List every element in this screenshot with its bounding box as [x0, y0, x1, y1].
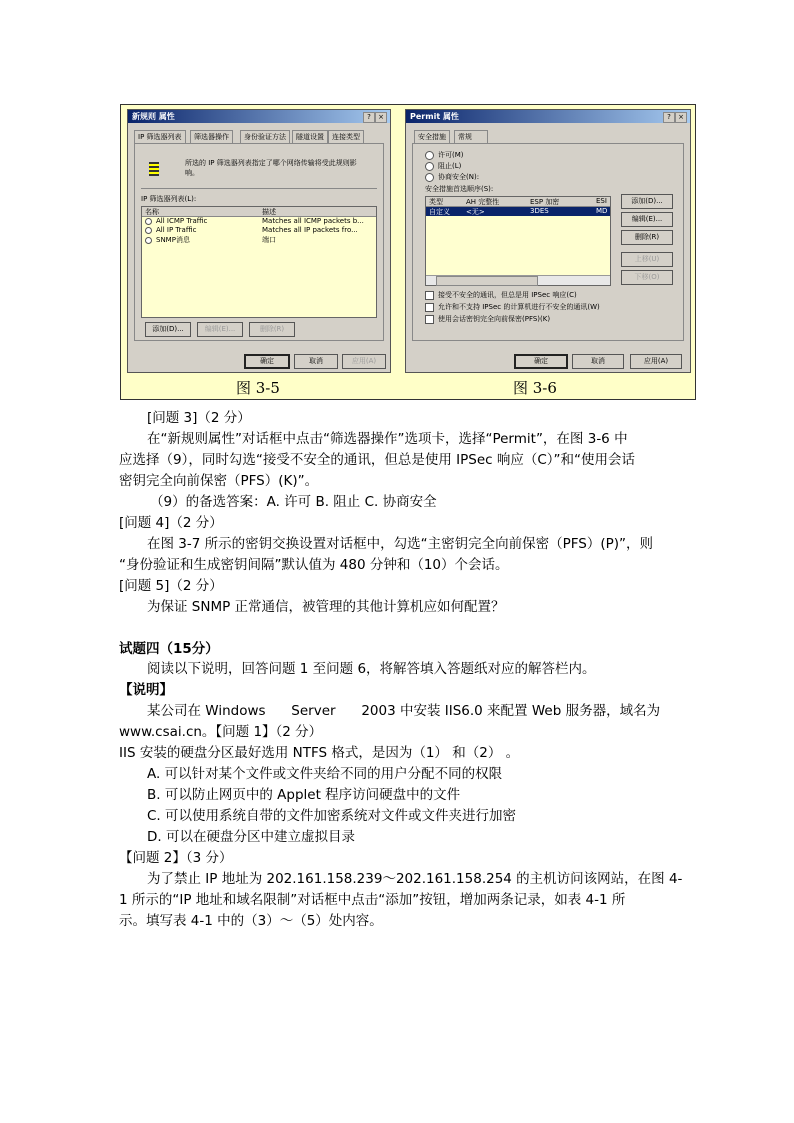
- add-button[interactable]: 添加(D)...: [145, 322, 191, 337]
- radio-icon: [145, 237, 152, 244]
- radio-negotiate[interactable]: [425, 172, 479, 182]
- tab-filter-action[interactable]: 筛选器操作: [190, 130, 233, 143]
- tab-connection-type[interactable]: 连接类型: [328, 130, 364, 143]
- item-type: 自定义: [429, 208, 450, 216]
- new-rule-properties-dialog: [127, 109, 391, 373]
- allow-unsecured-checkbox[interactable]: [425, 302, 600, 312]
- tab-tunnel-settings[interactable]: 隧道设置: [292, 130, 328, 143]
- item-ah: <无>: [466, 208, 485, 216]
- paragraph-line: 示。填写表 4-1 中的（3）～（5）处内容。: [119, 913, 383, 929]
- question-2-heading: 【问题 2】（3 分）: [119, 850, 233, 866]
- cancel-button[interactable]: 取消: [294, 354, 338, 369]
- paragraph-line: “身份验证和生成密钥间隔”默认值为 480 分钟和（10）个会话。: [119, 557, 509, 573]
- list-item[interactable]: [142, 226, 376, 235]
- filter-list-icon: [149, 162, 159, 176]
- paragraph-line: 在“新规则属性”对话框中点击“筛选器操作”选项卡，选择“Permit”，在图 3-6 中: [147, 431, 628, 447]
- scrollbar-thumb[interactable]: [436, 276, 538, 286]
- dialog-title: 新规则 属性: [128, 110, 390, 123]
- item-desc: Matches all ICMP packets b...: [262, 217, 364, 225]
- paragraph-line: 阅读以下说明，回答问题 1 至问题 6，将解答填入答题纸对应的解答栏内。: [147, 661, 596, 677]
- paragraph-line: www.csai.cn。【问题 1】（2 分）: [119, 724, 323, 740]
- accept-unsecured-checkbox[interactable]: [425, 290, 577, 300]
- item-esp: 3DES: [530, 207, 549, 215]
- checkbox-icon: [425, 303, 434, 312]
- radio-icon: [425, 151, 434, 160]
- move-down-button[interactable]: 下移(O): [621, 270, 673, 285]
- checkbox-label: 允许和不支持 IPSec 的计算机进行不安全的通讯(W): [438, 303, 600, 311]
- question-5-heading: [问题 5]（2 分）: [119, 578, 223, 594]
- tab-general[interactable]: 常规: [454, 130, 488, 143]
- close-icon[interactable]: ×: [375, 112, 387, 123]
- radio-icon: [145, 227, 152, 234]
- paragraph-line: IIS 安装的硬盘分区最好选用 NTFS 格式，是因为（1） 和（2） 。: [119, 745, 520, 761]
- radio-icon: [425, 162, 434, 171]
- edit-button[interactable]: 编辑(E)...: [197, 322, 243, 337]
- item-name: SNMP消息: [156, 236, 190, 244]
- paragraph-line: 应选择（9），同时勾选“接受不安全的通讯，但总是使用 IPSec 响应（C）”和“使用会话: [119, 452, 635, 468]
- tab-panel: [412, 143, 684, 341]
- answer-options: （9）的备选答案：A. 许可 B. 阻止 C. 协商安全: [150, 494, 437, 510]
- dialog-title: Permit 属性: [406, 110, 690, 123]
- tab-auth-methods[interactable]: 身份验证方法: [240, 130, 290, 143]
- remove-button[interactable]: 删除(R): [249, 322, 295, 337]
- description-heading: 【说明】: [119, 682, 173, 698]
- paragraph-line: 1 所示的“IP 地址和域名限制”对话框中点击“添加”按钮，增加两条记录，如表 4-1 所: [119, 892, 626, 908]
- ok-button[interactable]: 确定: [514, 354, 568, 369]
- column-header-esi: ESI: [596, 197, 607, 205]
- item-desc: 端口: [262, 236, 276, 244]
- list-item-selected[interactable]: [426, 207, 610, 216]
- column-header-description: 描述: [262, 208, 276, 216]
- radio-label: 协商安全(N):: [438, 173, 480, 181]
- tab-panel: [134, 143, 384, 341]
- column-header-ah: AH 完整性: [466, 198, 500, 206]
- item-esi: MD: [596, 207, 608, 215]
- add-button[interactable]: 添加(D)...: [621, 194, 673, 209]
- cancel-button[interactable]: 取消: [572, 354, 624, 369]
- option-a: A. 可以针对某个文件或文件夹给不同的用户分配不同的权限: [147, 766, 503, 782]
- option-c: C. 可以使用系统自带的文件加密系统对文件或文件夹进行加密: [147, 808, 517, 824]
- checkbox-label: 接受不安全的通讯，但总是用 IPSec 响应(C): [438, 291, 577, 299]
- move-up-button[interactable]: 上移(U): [621, 252, 673, 267]
- ip-filter-list[interactable]: [141, 206, 377, 318]
- column-header-type: 类型: [429, 198, 443, 206]
- option-b: B. 可以防止网页中的 Applet 程序访问硬盘中的文件: [147, 787, 461, 803]
- tab-ip-filter-list[interactable]: IP 筛选器列表: [134, 130, 186, 143]
- help-icon[interactable]: ?: [363, 112, 375, 123]
- help-icon[interactable]: ?: [663, 112, 675, 123]
- item-desc: Matches all IP packets fro...: [262, 226, 358, 234]
- ok-button[interactable]: 确定: [244, 354, 290, 369]
- apply-button[interactable]: 应用(A): [630, 354, 682, 369]
- figure-dialogs: [120, 104, 696, 400]
- remove-button[interactable]: 删除(R): [621, 230, 673, 245]
- list-label: 安全措施首选顺序(S):: [425, 185, 494, 193]
- paragraph-line: 为保证 SNMP 正常通信，被管理的其他计算机应如何配置？: [147, 599, 505, 615]
- radio-block[interactable]: [425, 161, 461, 171]
- permit-properties-dialog: [405, 109, 691, 373]
- apply-button[interactable]: 应用(A): [342, 354, 386, 369]
- paragraph-line: 在图 3-7 所示的密钥交换设置对话框中，勾选“主密钥完全向前保密（PFS）(P)”，则: [147, 536, 654, 552]
- item-name: All IP Traffic: [156, 226, 197, 234]
- radio-icon: [145, 218, 152, 225]
- horizontal-scrollbar[interactable]: [426, 275, 610, 285]
- checkbox-icon: [425, 291, 434, 300]
- radio-label: 许可(M): [438, 151, 464, 159]
- paragraph-line: 密钥完全向前保密（PFS）(K)”。: [119, 473, 319, 489]
- column-header-name: 名称: [145, 208, 159, 216]
- checkbox-label: 使用会话密钥完全向前保密(PFS)(K): [438, 315, 551, 323]
- radio-permit[interactable]: [425, 150, 464, 160]
- list-item[interactable]: [142, 235, 376, 244]
- column-header-esp: ESP 加密: [530, 198, 560, 206]
- option-d: D. 可以在硬盘分区中建立虚拟目录: [147, 829, 355, 845]
- close-icon[interactable]: ×: [675, 112, 687, 123]
- section-heading: 试题四（15分）: [119, 641, 219, 657]
- description-text: 所选的 IP 筛选器列表指定了哪个网络传输将受此规则影响。: [185, 159, 357, 177]
- edit-button[interactable]: 编辑(E)...: [621, 212, 673, 227]
- item-name: All ICMP Traffic: [156, 217, 208, 225]
- list-label: IP 筛选器列表(L):: [141, 195, 197, 203]
- radio-label: 阻止(L): [438, 162, 462, 170]
- checkbox-icon: [425, 315, 434, 324]
- paragraph-line: 为了禁止 IP 地址为 202.161.158.239～202.161.158.254 的主机访问该网站，在图 4-: [147, 871, 683, 887]
- radio-icon: [425, 173, 434, 182]
- list-item[interactable]: [142, 217, 376, 226]
- figure-caption-3-5: 图 3-5: [236, 379, 280, 397]
- figure-caption-3-6: 图 3-6: [513, 379, 557, 397]
- question-4-heading: [问题 4]（2 分）: [119, 515, 223, 531]
- question-3-heading: [问题 3]（2 分）: [147, 410, 251, 426]
- paragraph-line: 某公司在 Windows Server 2003 中安装 IIS6.0 来配置 Web 服务器，域名为: [147, 703, 661, 719]
- session-key-pfs-checkbox[interactable]: [425, 314, 550, 324]
- security-methods-list[interactable]: [425, 196, 611, 286]
- tab-security-methods[interactable]: 安全措施: [414, 130, 450, 143]
